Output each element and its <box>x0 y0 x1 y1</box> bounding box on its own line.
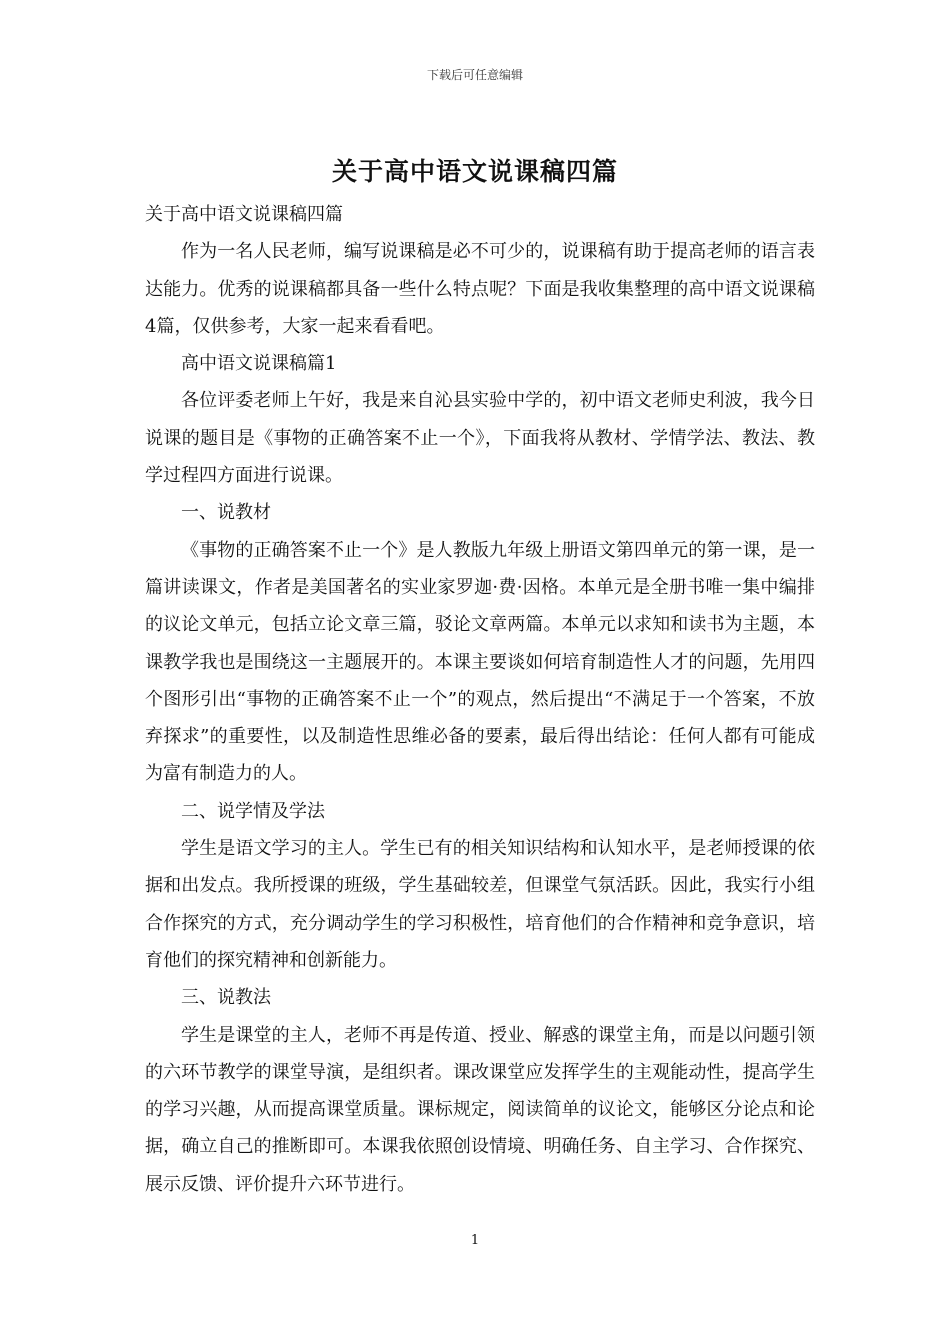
page-number: 1 <box>470 1233 480 1248</box>
paragraph: 学生是课堂的主人，老师不再是传道、授业、解惑的课堂主角，而是以问题引领的六环节教学的课堂导演，是组织者。课改课堂应发挥学生的主观能动性，提高学生的学习兴趣，从而提高课堂质量。课标规定，阅读简单的议论文，能够区分论点和论据，确立自己的推断即可。本课我依照创设情境、明确任务、自主学习、合作探究、展示反馈、评价提升六环节进行。 <box>145 1024 815 1195</box>
paragraph: 《事物的正确答案不止一个》是人教版九年级上册语文第四单元的第一课，是一篇讲读课文，作者是美国著名的实业家罗迦·费·因格。本单元是全册书唯一集中编排的议论文单元，包括立论文章三篇，驳论文章两篇。本单元以求知和读书为主题，本课教学我也是围绕这一主题展开的。本课主要谈如何培育制造性人才的问题，先用四个图形引出“事物的正确答案不止一个”的观点，然后提出“不满足于一个答案，不放弃探求”的重要性，以及制造性思维必备的要素，最后得出结论：任何人都有可能成为富有制造力的人。 <box>145 539 815 785</box>
document-title: 关于高中语文说课稿四篇 <box>331 157 618 186</box>
section-heading: 高中语文说课稿篇1 <box>181 353 337 375</box>
section-heading: 二、说学情及学法 <box>181 800 325 822</box>
header-note: 下载后可任意编辑 <box>426 68 523 82</box>
section-heading: 三、说教法 <box>181 987 271 1009</box>
section-heading: 一、说教材 <box>181 502 271 524</box>
paragraph: 作为一名人民老师，编写说课稿是必不可少的，说课稿有助于提高老师的语言表达能力。优秀的说课稿都具备一些什么特点呢？下面是我收集整理的高中语文说课稿4篇，仅供参考，大家一起来看看吧。 <box>145 241 815 337</box>
document-body <box>145 196 815 1203</box>
paragraph: 各位评委老师上午好，我是来自沁县实验中学的，初中语文老师史利波，我今日说课的题目是《事物的正确答案不止一个》，下面我将从教材、学情学法、教法、教学过程四方面进行说课。 <box>145 390 815 487</box>
paragraph: 关于高中语文说课稿四篇 <box>145 204 343 225</box>
paragraph: 学生是语文学习的主人。学生已有的相关知识结构和认知水平，是老师授课的依据和出发点。我所授课的班级，学生基础较差，但课堂气氛活跃。因此，我实行小组合作探究的方式，充分调动学生的学习积极性，培育他们的合作精神和竞争意识，培育他们的探究精神和创新能力。 <box>145 838 815 971</box>
